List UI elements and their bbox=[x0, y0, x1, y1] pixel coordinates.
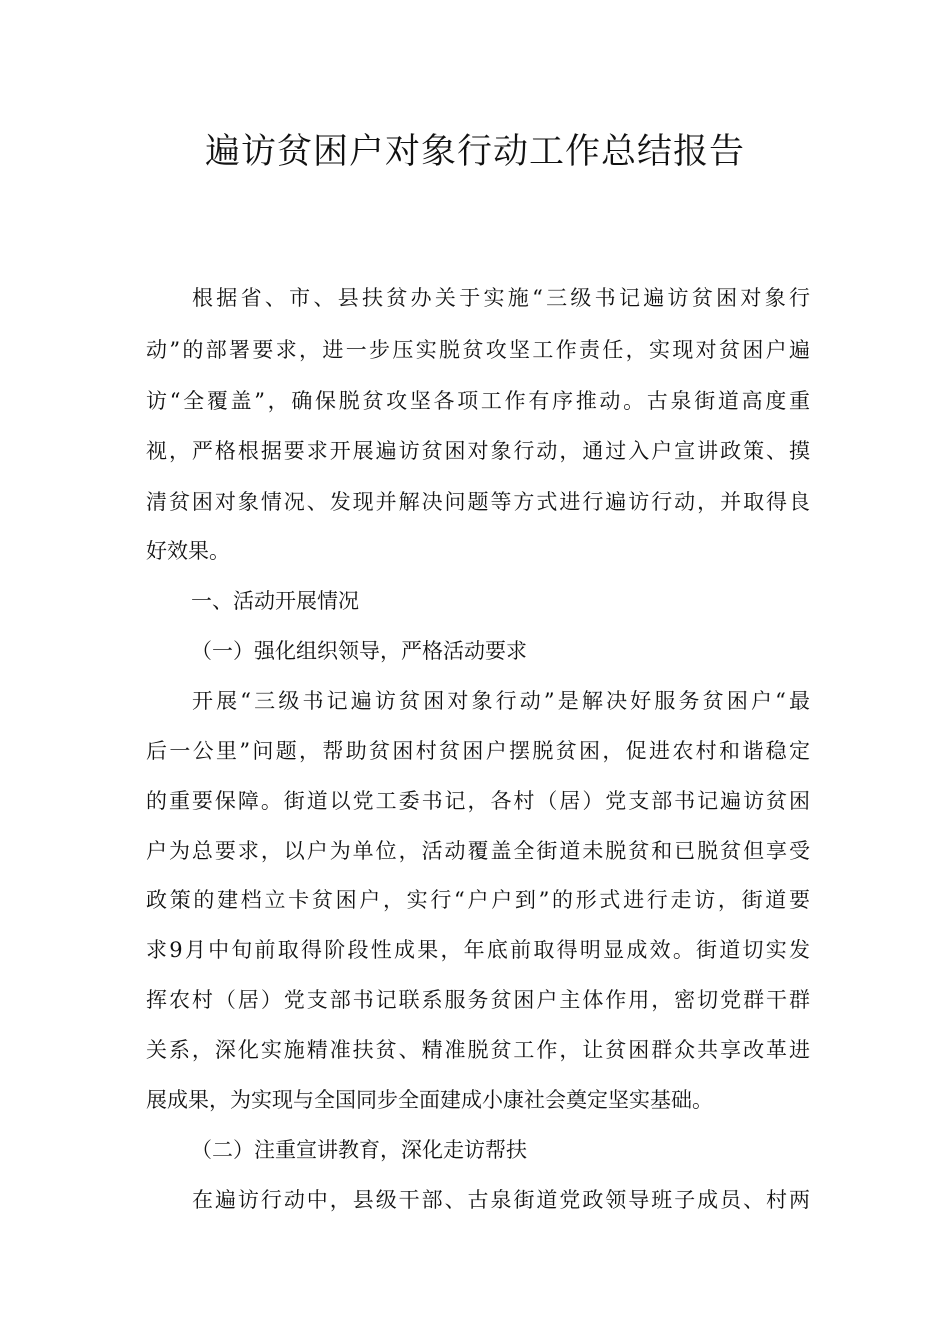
paragraph-1-line-2: 动”的部署要求，进一步压实脱贫攻坚工作责任，实现对贫困户遍 bbox=[146, 338, 810, 362]
paragraph-2-line-2: 后一公里”问题，帮助贫困村贫困户摆脱贫困，促进农村和谐稳定 bbox=[146, 739, 810, 763]
paragraph-1-line-4: 视，严格根据要求开展遍访贫困对象行动，通过入户宣讲政策、摸 bbox=[146, 439, 810, 463]
paragraph-2-line-6: 求9月中旬前取得阶段性成果，年底前取得明显成效。街道切实发 bbox=[146, 938, 810, 962]
paragraph-3-line-1: 在遍访行动中，县级干部、古泉街道党政领导班子成员、村两 bbox=[192, 1188, 810, 1212]
subsection-heading-2: （二）注重宣讲教育，深化走访帮扶 bbox=[191, 1138, 527, 1162]
paragraph-2-line-3: 的重要保障。街道以党工委书记，各村（居）党支部书记遍访贫困 bbox=[146, 789, 810, 813]
paragraph-2-line-4: 户为总要求，以户为单位，活动覆盖全街道未脱贫和已脱贫但享受 bbox=[146, 839, 810, 863]
paragraph-2-line-5: 政策的建档立卡贫困户，实行“户户到”的形式进行走访，街道要 bbox=[146, 888, 810, 912]
paragraph-1-line-6: 好效果。 bbox=[146, 539, 230, 563]
paragraph-1-line-3: 访“全覆盖”，确保脱贫攻坚各项工作有序推动。古泉街道高度重 bbox=[146, 389, 810, 413]
paragraph-2-line-1: 开展“三级书记遍访贫困对象行动”是解决好服务贫困户“最 bbox=[192, 689, 810, 713]
paragraph-1-line-1: 根据省、市、县扶贫办关于实施“三级书记遍访贫困对象行 bbox=[192, 286, 810, 310]
paragraph-2-line-8: 关系，深化实施精准扶贫、精准脱贫工作，让贫困群众共享改革进 bbox=[146, 1038, 810, 1062]
section-heading-1: 一、活动开展情况 bbox=[191, 589, 359, 613]
paragraph-1-line-5: 清贫困对象情况、发现并解决问题等方式进行遍访行动，并取得良 bbox=[146, 490, 810, 514]
document-title: 遍访贫困户对象行动工作总结报告 bbox=[204, 132, 745, 172]
paragraph-2-line-9: 展成果，为实现与全国同步全面建成小康社会奠定坚实基础。 bbox=[146, 1088, 713, 1112]
paragraph-2-line-7: 挥农村（居）党支部书记联系服务贫困户主体作用，密切党群干群 bbox=[146, 988, 810, 1012]
subsection-heading-1: （一）强化组织领导，严格活动要求 bbox=[191, 639, 527, 663]
